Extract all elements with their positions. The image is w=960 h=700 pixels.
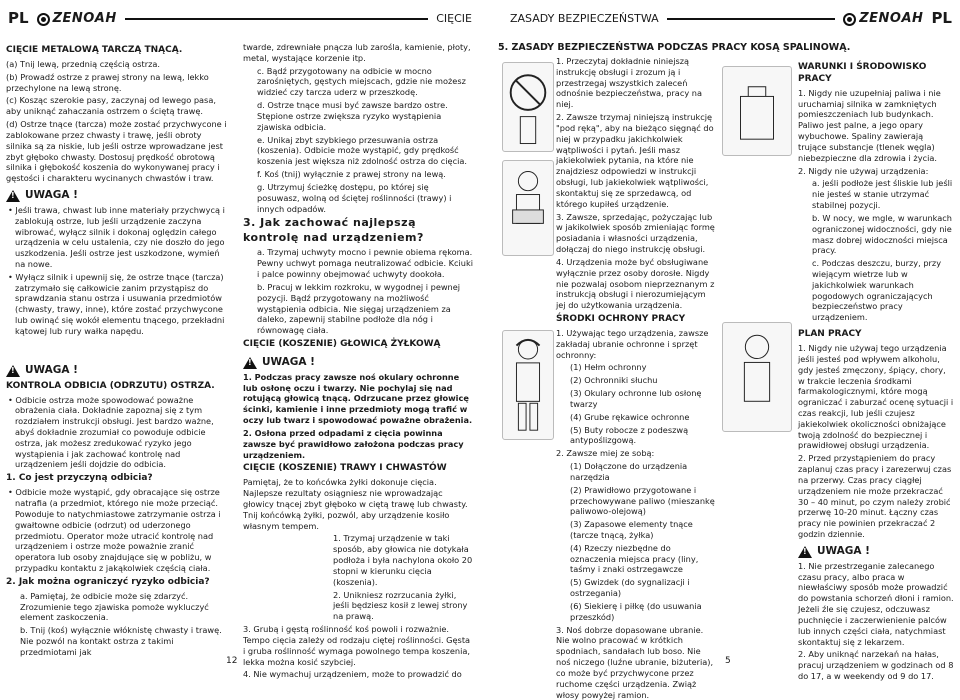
fuel-can-icon [723, 67, 791, 155]
right-page [480, 0, 960, 700]
paragraph: • Jeśli trawa, chwast lub inne materiały przychwycą i zablokują ostrze, lub jeśli urządzenie zaczyna wibrować, wyłącz silnik i dokonaj oględzin całego urządzenia w celu ustalenia, czy nie doszło do jego uszkodzenia. Jeśli ostrze jest uszkodzone, wymień na nowe. [8, 204, 225, 269]
paragraph: (b) Prowadź ostrze z prawej strony na lewą, lekko przechylone na lewą stronę. [6, 71, 209, 93]
paragraph: • Odbicie może wystąpić, gdy obracające się ostrze natrafia (a przedmiot, którego nie może przeciąć. Powoduje to natychmiastowe zatrzymanie ostrza i gwałtowne odbicie (odrzut) od uderzonego przedmiotu. Operator może utracić kontrolę nad urządzeniem i ostrze może poważnie zranić operatora lub osoby znajdujące się w pobliżu, w przypadku kontaktu z jakąkolwiek częścią ciała. [8, 487, 221, 573]
paragraph: 1. Trzymaj urządzenie w taki sposób, aby głowica nie dotykała podłoża i była nachylona około 20 stopni w kierunku cięcia (koszenia). [333, 533, 473, 587]
warning-illustration-icon [503, 63, 553, 151]
logo-icon [37, 13, 50, 26]
page-number: 5 [725, 656, 731, 667]
warning-label [6, 364, 228, 378]
paragraph: 1. Nigdy nie uzupełniaj paliwa i nie uruchamiaj silnika w zamkniętych pomieszczeniach lub budynkach. Paliwo jest palne, a jego opary wybuchowe. Spaliny zawierają trujące substancje (tlenek węgla) niebezpieczne dla zdrowia i życia. [798, 87, 941, 163]
person-reading-icon [503, 161, 553, 255]
right-column-2 [798, 56, 954, 682]
header-rule [667, 18, 836, 20]
paragraph: (2) Prawidłowo przygotowane i przechowywane paliwo (mieszankę paliwowo-olejową) [570, 484, 715, 517]
left-column-1 [6, 42, 228, 664]
paragraph: (5) Gwizdek (do sygnalizacji i ostrzegania) [570, 577, 690, 599]
paragraph: 2. Zawsze trzymaj niniejszą instrukcję "pod ręką", aby na bieżąco sięgnąć do niej w przypadku jakichkolwiek wątpliwości i pytań. Jeśli masz jakiekolwiek pytania, na które nie znajdziesz odpowiedzi w instrukcji obsługi, lub jakiekolwiek wątpliwości, skontaktuj się ze sprzedawcą, od którego kupiłeś urządzenie. [556, 112, 714, 209]
left-column-2 [243, 42, 473, 680]
paragraph: 2. Nigdy nie używaj urządzenia: [798, 165, 929, 176]
section-heading: CIĘCIE METALOWĄ TARCZĄ TNĄCĄ. [6, 45, 183, 55]
paragraph: e. Unikaj zbyt szybkiego przesuwania ostrza (koszenia). Odbicie może wystąpić, gdy prędkość koszenia jest większa niż zdolność ostrza do cięcia. [257, 134, 467, 167]
reading-manual-figure [502, 160, 554, 256]
paragraph: b. W nocy, we mgle, w warunkach ograniczonej widoczności, gdy nie masz dobrej widoczności miejsca pracy. [812, 212, 952, 256]
paragraph: a. Pamiętaj, że odbicie może się zdarzyć. Zrozumienie tego zjawiska pomoże wykluczyć element zaskoczenia. [20, 590, 209, 623]
paragraph: 1. Podczas pracy zawsze noś okulary ochronne lub osłonę oczu i twarzy. Nie pochylaj się nad rotującą głowicą tnącą. Odrzucane przez głowicę ścinki, kamienie i inne przedmioty mogą trafić w oczy lub twarz i spowodować poważne obrażenia. [243, 371, 473, 426]
paragraph: 1. Przeczytaj dokładnie niniejszą instrukcję obsługi i zrozum ją i przestrzegaj wszystkich zaleceń odnośnie bezpieczeństwa, pracy na niej. [556, 56, 702, 110]
section-heading: PLAN PRACY [798, 329, 862, 340]
warning-text: UWAGA ! [817, 544, 870, 557]
warning-label [798, 545, 954, 559]
paragraph: 4. Urządzenia może być obsługiwane wyłącznie przez osoby dorosłe. Nigdy nie pozwalaj osobom nieprzeznanym z instrukcją obsługi i nierozumiejącym jej do użytkowania urządzenia. [556, 256, 715, 311]
right-header [510, 8, 952, 30]
tired-person-icon [723, 323, 791, 431]
paragraph: (1) Dołączone do urządzenia narzędzia [570, 461, 688, 482]
section-heading: CIĘCIE (KOSZENIE) TRAWY I CHWASTÓW [243, 463, 447, 474]
paragraph: 2. Zawsze miej ze sobą: [556, 448, 655, 459]
paragraph: f. Koś (tnij) wyłącznie z prawej strony na lewą. [257, 169, 446, 180]
warning-triangle-icon [798, 546, 812, 558]
paragraph: (d) Ostrze tnące (tarcza) może zostać przychwycone i zablokowane przez chwasty i trawę, jeśli obroty silnika są za niskie, lub jeśli ostrze wprowadzane jest zbyt głęboko chwasty. Dostosuj prędkość obrotową silnika i głębokość koszenia do wykonywanej pracy i gęstości i charakteru wycinanych chwastów i traw. [6, 119, 227, 184]
page-number: 12 [226, 656, 238, 667]
paragraph: 3. Zawsze, sprzedając, pożyczając lub w jakikolwiek sposób zmieniając formę posiadania i własności urządzenia, dołączaj do niego instrukcję obsługi. [556, 211, 715, 255]
paragraph: c. Podczas deszczu, burzy, przy wiejącym wietrze lub w jakichkolwiek warunkach pogodowych ograniczających bezpieczeństwo pracy urządzeniem. [812, 258, 942, 323]
paragraph: (3) Okulary ochronne lub osłonę twarzy [570, 388, 702, 409]
language-code: PL [8, 9, 29, 28]
warning-label [6, 189, 228, 203]
warning-triangle-icon [243, 357, 257, 369]
protective-gear-figure [502, 330, 554, 440]
tired-operator-figure [722, 322, 792, 432]
figure-spacer [6, 339, 228, 359]
section-heading: 1. Co jest przyczyną odbicia? [6, 473, 153, 484]
warning-text: UWAGA ! [25, 363, 78, 376]
section-heading: ŚRODKI OCHRONY PRACY [556, 314, 686, 325]
section-heading: WARUNKI I ŚRODOWISKO PRACY [798, 62, 927, 84]
warning-text: UWAGA ! [25, 188, 78, 201]
paragraph: (a) Tnij lewą, przednią częścią ostrza. [6, 58, 161, 69]
paragraph: 1. Nie przestrzeganie zalecanego czasu pracy, albo praca w niewłaściwy sposób może prowadzić do powstania schorzeń dłoni i ramion. Jeżeli źle się czujesz, odczuwasz puchnięcie i zaczerwienienie palców lub innych części ciała, natychmiast skontaktuj się z lekarzem. [798, 560, 954, 647]
paragraph: b. Tnij (koś) wyłącznie włóknistę chwasty i trawę. Nie pozwól na kontakt ostrza z takimi przedmiotami jak [20, 625, 222, 657]
warning-label [243, 356, 473, 370]
paragraph: 2. Aby uniknąć narzekań na hałas, pracuj urządzeniem w godzinach od 8 do 17, a w weekendy od 9 do 17. [798, 649, 954, 682]
paragraph: (2) Ochronniki słuchu [570, 375, 658, 386]
left-page [0, 0, 480, 680]
paragraph: 3. Noś dobrze dopasowane ubranie. Nie wolno pracować w krótkich spodniach, sandałach lub boso. Nie noś niczego (luźne ubranie, biżuteria), co może być przychwycone przez ruchome części urządzenia. Zwiąż włosy powyżej ramion. [556, 624, 714, 700]
paragraph: • Wyłącz silnik i upewnij się, że ostrze tnące (tarcza) zatrzymało się całkowicie zanim przystąpisz do sprawdzania stanu ostrza i usuwania przedmiotów (chwasty, trawy, inne), które zostać przychwycone lub owinąć się wokół elementu tnącego, przekładni kątowej lub rury wałka napędu. [8, 271, 225, 336]
paragraph: 1. Nigdy nie używaj tego urządzenia jeśli jesteś pod wpływem alkoholu, gdy jesteś zmęczony, śpiący, chory, w trakcie leczenia środkami farmakologicznymi, które mogą ograniczać i zaburzać ocenę sytuacji i czas reakcji, lub jeśli czujesz jakiekolwiek okoliczności obniżające twoją zdolność do bezpiecznej i prawidłowej obsługi urządzenia. [798, 343, 954, 451]
paragraph: (4) Grube rękawice ochronne [570, 411, 690, 422]
paragraph: c. Bądź przygotowany na odbicie w mocno zarośniętych, gęstych miejscach, gdzie nie możesz widzieć czy tarcza uderz w przeszkodę. [257, 65, 466, 98]
paragraph: • Odbicie ostrza może spowodować poważne obrażenia ciała. Dokładnie zapoznaj się z tym rozdziałem instrukcji obsługi. Jest bardzo ważne, abyś dokładnie zrozumiał co powoduje odbicie ostrza, jak możesz zredukować ryzyko jego wystąpienia i jak zachować kontrolę nad urządzeniem jeśli dojdzie do odbicia. [8, 394, 214, 470]
paragraph: (c) Kosząc szerokie pasy, zaczynaj od lewego pasa, aby uniknąć zahaczania ostrzem o ściętą trawę. [6, 95, 216, 117]
warning-text: UWAGA ! [262, 355, 315, 368]
section-heading: 2. Jak można ograniczyć ryzyko odbicia? [6, 576, 210, 587]
paragraph: a. Trzymaj uchwyty mocno i pewnie obiema rękoma. Pewny uchwyt pomaga neutralizować odbicie. Kciuki i palce powinny obejmować uchwyty dookoła. [257, 247, 473, 280]
brand-logo: ZENOAH [843, 10, 923, 27]
paragraph: b. Pracuj w lekkim rozkroku, w wygodnej i pewnej pozycji. Bądź przygotowany na możliwość wystąpienia odbicia. Nie sięgaj urządzeniem za daleko, zapewnij stabilne podłoże dla nóg i równowagę ciała. [257, 281, 461, 336]
brand-logo: ZENOAH [37, 10, 117, 27]
left-header [8, 8, 472, 30]
warning-triangle-icon [6, 365, 20, 377]
paragraph: (5) Buty robocze z podeszwą antypoślizgową. [570, 424, 689, 446]
paragraph: Pamiętaj, że to końcówka żyłki dokonuje cięcia. Najlepsze rezultaty osiągniesz nie wprowadzając głowicy tnącej zbyt głęboko w ciętą trawę lub chwasty. Tnij końcówką żyłki, pozwól, aby urządzenie kosiło własnym tempem. [243, 477, 468, 531]
paragraph: 1. Używając tego urządzenia, zawsze zakładaj ubranie ochronne i sprzęt ochronny: [556, 327, 709, 360]
logo-icon [843, 13, 856, 26]
paragraph: (4) Rzeczy niezbędne do oznaczenia miejsca pracy (liny, taśmy i znaki ostrzegawcze [570, 542, 699, 575]
paragraph: 3. Grubą i gęstą roślinność koś powoli i rozważnie. Tempo cięcia zależy od rodzaju ciętej roślinności. Gęsta i gruba roślinność wymaga powolnego tempa koszenia, lekka można kosić szybciej. [243, 624, 471, 667]
paragraph: (3) Zapasowe elementy tnące (tarcze tnącą, żyłka) [570, 519, 693, 540]
paragraph: d. Ostrze tnące musi być zawsze bardzo ostre. Stępione ostrze zwiększa ryzyko wystąpienia zjawiska odbicia. [257, 100, 448, 132]
section-heading: CIĘCIE (KOSZENIE) GŁOWICĄ ŻYŁKOWĄ [243, 339, 441, 350]
warning-triangle-icon [6, 190, 20, 202]
paragraph: 2. Osłona przed odpadami z cięcia powinna zawsze być prawidłowo założona podczas pracy urządzeniem. [243, 427, 464, 460]
fuel-warning-figure [722, 66, 792, 156]
paragraph: twarde, zdrewniałe pnącza lub zarośla, kamienie, płoty, metal, wystające korzenie itp. [243, 42, 471, 63]
no-smoking-figure [502, 62, 554, 152]
header-rule [125, 18, 429, 20]
right-column-1 [556, 56, 716, 700]
paragraph: (1) Hełm ochronny [570, 362, 647, 373]
section-heading: KONTROLA ODBICIA (ODRZUTU) OSTRZA. [6, 380, 215, 391]
paragraph: 2. Przed przystąpieniem do pracy zaplanuj czas pracy i zarezerwuj czas na przerwy. Czas pracy ciągłej urządzeniem nie może przekraczać 30 – 40 minut, po czym należy zrobić przerwę 10-20 minut. Łączny czas pracy nie powinien przekraczać 2 godzin dziennie. [798, 453, 952, 540]
language-code: PL [931, 9, 952, 28]
section-heading: 3. Jak zachować najlepszą kontrolę nad urządzeniem? [243, 216, 424, 244]
paragraph: a. jeśli podłoże jest śliskie lub jeśli nie jesteś w stanie utrzymać stabilnej pozycji. [812, 178, 953, 211]
paragraph: (6) Siekierę i piłkę (do usuwania przeszkód) [570, 600, 702, 622]
paragraph: 2. Unikniesz rozrzucania żyłki, jeśli będziesz kosił z lewej strony na prawą. [333, 589, 468, 622]
section-title: CIĘCIE [436, 11, 472, 25]
main-heading: 5. ZASADY BEZPIECZEŃSTWA PODCZAS PRACY KOSĄ SPALINOWĄ. [498, 42, 851, 53]
paragraph: 4. Nie wymachuj urządzeniem, może to prowadzić do [243, 669, 462, 680]
paragraph: g. Utrzymuj ścieżkę dostępu, po której się posuwasz, wolną od ściętej roślinności (trawy) i innych odpadów. [257, 181, 452, 214]
section-title: ZASADY BEZPIECZEŃSTWA [510, 11, 659, 25]
protective-worker-icon [503, 331, 553, 439]
